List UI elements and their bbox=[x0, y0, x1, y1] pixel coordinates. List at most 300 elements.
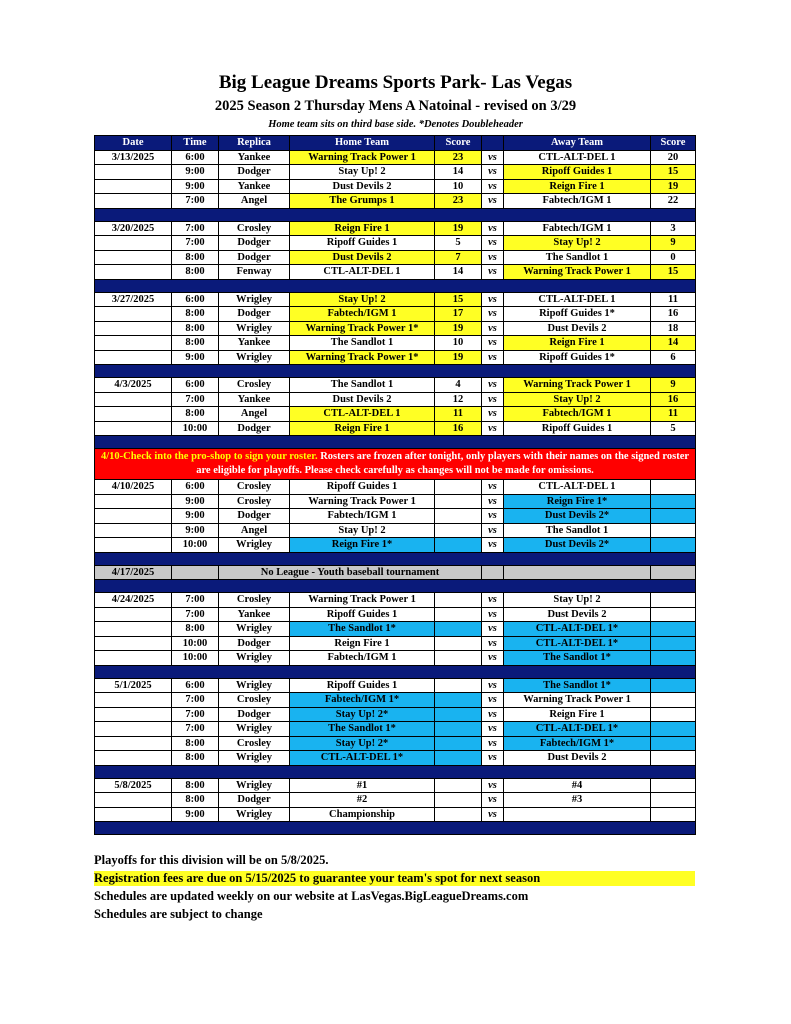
row-field: Wrigley bbox=[219, 751, 290, 766]
game-row bbox=[95, 250, 696, 265]
row-time: 8:00 bbox=[172, 793, 219, 808]
empty-cell bbox=[482, 565, 504, 580]
row-date: 3/13/2025 bbox=[95, 150, 172, 165]
roster-alert-lead: 4/10-Check into the pro-shop to sign your roster. bbox=[100, 451, 318, 462]
home-score bbox=[435, 778, 482, 793]
game-row bbox=[95, 165, 696, 180]
home-score: 10 bbox=[435, 336, 482, 351]
game-row bbox=[95, 480, 696, 495]
home-team: Ripoff Guides 1 bbox=[290, 678, 435, 693]
home-team: Warning Track Power 1 bbox=[290, 593, 435, 608]
row-time: 6:00 bbox=[172, 678, 219, 693]
row-time: 8:00 bbox=[172, 407, 219, 422]
row-field: Crosley bbox=[219, 736, 290, 751]
row-time: 8:00 bbox=[172, 307, 219, 322]
row-time: 7:00 bbox=[172, 722, 219, 737]
away-score bbox=[651, 722, 696, 737]
col-away-team: Away Team bbox=[504, 136, 651, 151]
away-team: Dust Devils 2* bbox=[504, 538, 651, 553]
home-team: CTL-ALT-DEL 1* bbox=[290, 751, 435, 766]
home-team: Dust Devils 2 bbox=[290, 392, 435, 407]
game-row bbox=[95, 778, 696, 793]
away-team: Dust Devils 2 bbox=[504, 321, 651, 336]
away-team: Ripoff Guides 1 bbox=[504, 165, 651, 180]
game-row bbox=[95, 179, 696, 194]
away-team: Fabtech/IGM 1* bbox=[504, 736, 651, 751]
home-score bbox=[435, 494, 482, 509]
away-team: Dust Devils 2* bbox=[504, 509, 651, 524]
home-team: The Sandlot 1 bbox=[290, 336, 435, 351]
row-field: Wrigley bbox=[219, 538, 290, 553]
row-date bbox=[95, 636, 172, 651]
away-team: The Sandlot 1* bbox=[504, 651, 651, 666]
row-time: 9:00 bbox=[172, 509, 219, 524]
home-team: Reign Fire 1 bbox=[290, 636, 435, 651]
row-field: Yankee bbox=[219, 336, 290, 351]
row-date bbox=[95, 793, 172, 808]
row-field: Dodger bbox=[219, 421, 290, 436]
home-team: Reign Fire 1 bbox=[290, 221, 435, 236]
row-time: 10:00 bbox=[172, 538, 219, 553]
game-row bbox=[95, 350, 696, 365]
away-team: The Sandlot 1 bbox=[504, 250, 651, 265]
away-score bbox=[651, 494, 696, 509]
vs-label: vs bbox=[482, 494, 504, 509]
home-team: Stay Up! 2 bbox=[290, 292, 435, 307]
row-date: 4/17/2025 bbox=[95, 565, 172, 580]
home-team: Fabtech/IGM 1 bbox=[290, 509, 435, 524]
row-field: Dodger bbox=[219, 509, 290, 524]
row-field: Dodger bbox=[219, 636, 290, 651]
col-date: Date bbox=[95, 136, 172, 151]
away-score: 11 bbox=[651, 407, 696, 422]
row-field: Crosley bbox=[219, 221, 290, 236]
away-score bbox=[651, 807, 696, 822]
home-team: Fabtech/IGM 1 bbox=[290, 651, 435, 666]
row-field: Wrigley bbox=[219, 651, 290, 666]
col-home-score: Score bbox=[435, 136, 482, 151]
row-time: 6:00 bbox=[172, 292, 219, 307]
away-score bbox=[651, 707, 696, 722]
row-time: 9:00 bbox=[172, 807, 219, 822]
row-field: Yankee bbox=[219, 179, 290, 194]
registration-note: Registration fees are due on 5/15/2025 to guarantee your team's spot for next season bbox=[94, 871, 695, 886]
game-row bbox=[95, 150, 696, 165]
separator-row bbox=[95, 208, 696, 221]
empty-cell bbox=[504, 565, 651, 580]
away-score bbox=[651, 636, 696, 651]
away-team: The Sandlot 1* bbox=[504, 678, 651, 693]
row-date bbox=[95, 707, 172, 722]
away-team: The Sandlot 1 bbox=[504, 523, 651, 538]
row-time: 7:00 bbox=[172, 236, 219, 251]
away-team: #4 bbox=[504, 778, 651, 793]
home-team: Warning Track Power 1* bbox=[290, 350, 435, 365]
row-field: Wrigley bbox=[219, 807, 290, 822]
row-time: 8:00 bbox=[172, 622, 219, 637]
row-time: 10:00 bbox=[172, 651, 219, 666]
col-replica: Replica bbox=[219, 136, 290, 151]
row-date: 3/27/2025 bbox=[95, 292, 172, 307]
separator-cell bbox=[95, 365, 696, 378]
row-field: Dodger bbox=[219, 165, 290, 180]
away-team: CTL-ALT-DEL 1* bbox=[504, 722, 651, 737]
game-row bbox=[95, 622, 696, 637]
row-field: Dodger bbox=[219, 236, 290, 251]
away-score bbox=[651, 751, 696, 766]
vs-label: vs bbox=[482, 265, 504, 280]
row-time: 6:00 bbox=[172, 150, 219, 165]
game-row bbox=[95, 236, 696, 251]
vs-label: vs bbox=[482, 165, 504, 180]
home-team: The Sandlot 1* bbox=[290, 622, 435, 637]
vs-label: vs bbox=[482, 392, 504, 407]
row-field: Wrigley bbox=[219, 350, 290, 365]
away-score: 15 bbox=[651, 265, 696, 280]
home-team: CTL-ALT-DEL 1 bbox=[290, 265, 435, 280]
away-score bbox=[651, 538, 696, 553]
game-row bbox=[95, 807, 696, 822]
away-score: 16 bbox=[651, 307, 696, 322]
row-date: 4/10/2025 bbox=[95, 480, 172, 495]
game-row bbox=[95, 494, 696, 509]
row-field: Dodger bbox=[219, 250, 290, 265]
row-time: 10:00 bbox=[172, 636, 219, 651]
vs-label: vs bbox=[482, 622, 504, 637]
home-team: Stay Up! 2* bbox=[290, 707, 435, 722]
home-score: 17 bbox=[435, 307, 482, 322]
vs-label: vs bbox=[482, 807, 504, 822]
away-team: Stay Up! 2 bbox=[504, 392, 651, 407]
home-score: 19 bbox=[435, 321, 482, 336]
row-date bbox=[95, 407, 172, 422]
vs-label: vs bbox=[482, 407, 504, 422]
home-score: 19 bbox=[435, 221, 482, 236]
away-team: Warning Track Power 1 bbox=[504, 378, 651, 393]
row-date: 4/3/2025 bbox=[95, 378, 172, 393]
vs-label: vs bbox=[482, 194, 504, 209]
away-score: 9 bbox=[651, 378, 696, 393]
row-date bbox=[95, 607, 172, 622]
away-team: Fabtech/IGM 1 bbox=[504, 221, 651, 236]
vs-label: vs bbox=[482, 693, 504, 708]
home-team: Stay Up! 2* bbox=[290, 736, 435, 751]
row-time: 7:00 bbox=[172, 392, 219, 407]
row-field: Wrigley bbox=[219, 778, 290, 793]
game-row bbox=[95, 378, 696, 393]
away-score bbox=[651, 622, 696, 637]
roster-alert bbox=[95, 449, 696, 480]
away-score: 0 bbox=[651, 250, 696, 265]
home-score: 4 bbox=[435, 378, 482, 393]
game-row bbox=[95, 421, 696, 436]
row-time: 8:00 bbox=[172, 336, 219, 351]
separator-cell bbox=[95, 822, 696, 835]
row-field: Fenway bbox=[219, 265, 290, 280]
game-row bbox=[95, 751, 696, 766]
home-team: Reign Fire 1 bbox=[290, 421, 435, 436]
row-field: Wrigley bbox=[219, 722, 290, 737]
row-time: 9:00 bbox=[172, 179, 219, 194]
away-team: Reign Fire 1* bbox=[504, 494, 651, 509]
vs-label: vs bbox=[482, 678, 504, 693]
home-score bbox=[435, 538, 482, 553]
row-field: Dodger bbox=[219, 793, 290, 808]
away-score: 11 bbox=[651, 292, 696, 307]
game-row bbox=[95, 321, 696, 336]
row-date bbox=[95, 392, 172, 407]
game-row bbox=[95, 194, 696, 209]
home-score: 15 bbox=[435, 292, 482, 307]
row-date bbox=[95, 179, 172, 194]
row-date bbox=[95, 165, 172, 180]
row-time: 8:00 bbox=[172, 778, 219, 793]
row-date bbox=[95, 722, 172, 737]
game-row bbox=[95, 707, 696, 722]
game-row bbox=[95, 736, 696, 751]
home-score bbox=[435, 480, 482, 495]
away-team: Stay Up! 2 bbox=[504, 593, 651, 608]
row-time: 8:00 bbox=[172, 736, 219, 751]
vs-label: vs bbox=[482, 480, 504, 495]
game-row bbox=[95, 607, 696, 622]
row-time: 6:00 bbox=[172, 480, 219, 495]
away-team: Fabtech/IGM 1 bbox=[504, 194, 651, 209]
home-score: 14 bbox=[435, 165, 482, 180]
game-row bbox=[95, 793, 696, 808]
away-team: Reign Fire 1 bbox=[504, 179, 651, 194]
col-time: Time bbox=[172, 136, 219, 151]
away-team: CTL-ALT-DEL 1 bbox=[504, 480, 651, 495]
home-score: 23 bbox=[435, 150, 482, 165]
home-score bbox=[435, 509, 482, 524]
home-team: Ripoff Guides 1 bbox=[290, 607, 435, 622]
game-row bbox=[95, 693, 696, 708]
vs-label: vs bbox=[482, 651, 504, 666]
col-vs bbox=[482, 136, 504, 151]
away-team: Dust Devils 2 bbox=[504, 751, 651, 766]
row-date bbox=[95, 307, 172, 322]
home-score: 23 bbox=[435, 194, 482, 209]
away-team: Warning Track Power 1 bbox=[504, 265, 651, 280]
vs-label: vs bbox=[482, 593, 504, 608]
row-date bbox=[95, 265, 172, 280]
row-field: Yankee bbox=[219, 392, 290, 407]
row-field: Angel bbox=[219, 194, 290, 209]
separator-cell bbox=[95, 436, 696, 449]
away-team: CTL-ALT-DEL 1* bbox=[504, 636, 651, 651]
home-team: Warning Track Power 1 bbox=[290, 494, 435, 509]
vs-label: vs bbox=[482, 221, 504, 236]
row-time: 6:00 bbox=[172, 378, 219, 393]
game-row bbox=[95, 307, 696, 322]
away-score bbox=[651, 523, 696, 538]
away-score: 18 bbox=[651, 321, 696, 336]
vs-label: vs bbox=[482, 636, 504, 651]
row-time: 9:00 bbox=[172, 350, 219, 365]
row-time: 8:00 bbox=[172, 250, 219, 265]
vs-label: vs bbox=[482, 336, 504, 351]
vs-label: vs bbox=[482, 378, 504, 393]
row-field: Dodger bbox=[219, 707, 290, 722]
home-score bbox=[435, 807, 482, 822]
row-date bbox=[95, 236, 172, 251]
game-row bbox=[95, 523, 696, 538]
game-row bbox=[95, 678, 696, 693]
home-score bbox=[435, 593, 482, 608]
away-team: Ripoff Guides 1 bbox=[504, 421, 651, 436]
no-league-row bbox=[95, 565, 696, 580]
row-field: Crosley bbox=[219, 378, 290, 393]
home-score bbox=[435, 736, 482, 751]
vs-label: vs bbox=[482, 509, 504, 524]
away-score: 3 bbox=[651, 221, 696, 236]
home-score: 12 bbox=[435, 392, 482, 407]
game-row bbox=[95, 636, 696, 651]
away-score bbox=[651, 736, 696, 751]
row-time: 9:00 bbox=[172, 165, 219, 180]
schedule-body bbox=[95, 150, 696, 835]
schedule-table bbox=[94, 135, 696, 835]
separator-cell bbox=[95, 765, 696, 778]
home-team: Ripoff Guides 1 bbox=[290, 480, 435, 495]
row-time: 7:00 bbox=[172, 707, 219, 722]
row-time: 9:00 bbox=[172, 494, 219, 509]
empty-cell bbox=[651, 565, 696, 580]
row-field: Crosley bbox=[219, 480, 290, 495]
col-home-team: Home Team bbox=[290, 136, 435, 151]
playoffs-note: Playoffs for this division will be on 5/8/2025. bbox=[94, 853, 329, 867]
away-team: CTL-ALT-DEL 1 bbox=[504, 292, 651, 307]
separator-row bbox=[95, 279, 696, 292]
row-date: 5/8/2025 bbox=[95, 778, 172, 793]
row-time: 7:00 bbox=[172, 593, 219, 608]
vs-label: vs bbox=[482, 236, 504, 251]
home-score: 16 bbox=[435, 421, 482, 436]
separator-row bbox=[95, 822, 696, 835]
page-subtitle: 2025 Season 2 Thursday Mens A Natoinal - revised on 3/29 bbox=[214, 98, 577, 114]
row-date: 4/24/2025 bbox=[95, 593, 172, 608]
home-team: The Sandlot 1 bbox=[290, 378, 435, 393]
row-date bbox=[95, 751, 172, 766]
home-score bbox=[435, 793, 482, 808]
row-time: 7:00 bbox=[172, 607, 219, 622]
away-score bbox=[651, 678, 696, 693]
away-team: Reign Fire 1 bbox=[504, 707, 651, 722]
home-team: CTL-ALT-DEL 1 bbox=[290, 407, 435, 422]
row-time: 10:00 bbox=[172, 421, 219, 436]
vs-label: vs bbox=[482, 179, 504, 194]
page-title: Big League Dreams Sports Park- Las Vegas bbox=[218, 72, 573, 93]
game-row bbox=[95, 509, 696, 524]
row-field: Yankee bbox=[219, 607, 290, 622]
row-date bbox=[95, 622, 172, 637]
vs-label: vs bbox=[482, 722, 504, 737]
home-score: 14 bbox=[435, 265, 482, 280]
row-date bbox=[95, 538, 172, 553]
row-date bbox=[95, 194, 172, 209]
separator-row bbox=[95, 665, 696, 678]
separator-cell bbox=[95, 580, 696, 593]
away-team bbox=[504, 807, 651, 822]
change-note: Schedules are subject to change bbox=[94, 907, 263, 921]
row-date bbox=[95, 693, 172, 708]
vs-label: vs bbox=[482, 307, 504, 322]
home-team: Stay Up! 2 bbox=[290, 165, 435, 180]
home-score: 7 bbox=[435, 250, 482, 265]
home-score bbox=[435, 651, 482, 666]
vs-label: vs bbox=[482, 523, 504, 538]
row-field: Crosley bbox=[219, 693, 290, 708]
home-team: Reign Fire 1* bbox=[290, 538, 435, 553]
away-score bbox=[651, 778, 696, 793]
col-away-score: Score bbox=[651, 136, 696, 151]
away-team: CTL-ALT-DEL 1 bbox=[504, 150, 651, 165]
row-date bbox=[95, 250, 172, 265]
home-score: 5 bbox=[435, 236, 482, 251]
row-field: Wrigley bbox=[219, 678, 290, 693]
away-score: 20 bbox=[651, 150, 696, 165]
row-field: Wrigley bbox=[219, 622, 290, 637]
vs-label: vs bbox=[482, 321, 504, 336]
separator-cell bbox=[95, 552, 696, 565]
row-field: Crosley bbox=[219, 593, 290, 608]
home-score bbox=[435, 693, 482, 708]
row-time: 8:00 bbox=[172, 265, 219, 280]
row-date bbox=[95, 350, 172, 365]
row-date bbox=[95, 336, 172, 351]
home-team: Ripoff Guides 1 bbox=[290, 236, 435, 251]
separator-cell bbox=[95, 208, 696, 221]
vs-label: vs bbox=[482, 751, 504, 766]
row-time: 8:00 bbox=[172, 321, 219, 336]
roster-alert-text: Rosters are frozen after tonight, only players with their names on the signed roster are eligible for playoffs. Please check carefully as changes will not be made for omissions. bbox=[196, 451, 690, 476]
row-date bbox=[95, 651, 172, 666]
vs-label: vs bbox=[482, 793, 504, 808]
home-team: #2 bbox=[290, 793, 435, 808]
away-score: 5 bbox=[651, 421, 696, 436]
home-score bbox=[435, 722, 482, 737]
home-team: Fabtech/IGM 1* bbox=[290, 693, 435, 708]
game-row bbox=[95, 407, 696, 422]
home-score bbox=[435, 622, 482, 637]
row-date: 3/20/2025 bbox=[95, 221, 172, 236]
game-row bbox=[95, 538, 696, 553]
away-score: 9 bbox=[651, 236, 696, 251]
row-time: 9:00 bbox=[172, 523, 219, 538]
vs-label: vs bbox=[482, 778, 504, 793]
game-row bbox=[95, 221, 696, 236]
row-field: Dodger bbox=[219, 307, 290, 322]
vs-label: vs bbox=[482, 707, 504, 722]
away-team: Ripoff Guides 1* bbox=[504, 307, 651, 322]
row-time: 7:00 bbox=[172, 194, 219, 209]
row-field: Yankee bbox=[219, 150, 290, 165]
away-score: 6 bbox=[651, 350, 696, 365]
vs-label: vs bbox=[482, 250, 504, 265]
away-score: 14 bbox=[651, 336, 696, 351]
roster-alert-row bbox=[95, 449, 696, 480]
home-score bbox=[435, 607, 482, 622]
away-team: Fabtech/IGM 1 bbox=[504, 407, 651, 422]
row-field: Angel bbox=[219, 523, 290, 538]
row-time: 7:00 bbox=[172, 221, 219, 236]
home-team: Stay Up! 2 bbox=[290, 523, 435, 538]
vs-label: vs bbox=[482, 150, 504, 165]
away-score bbox=[651, 509, 696, 524]
home-team: #1 bbox=[290, 778, 435, 793]
separator-cell bbox=[95, 665, 696, 678]
